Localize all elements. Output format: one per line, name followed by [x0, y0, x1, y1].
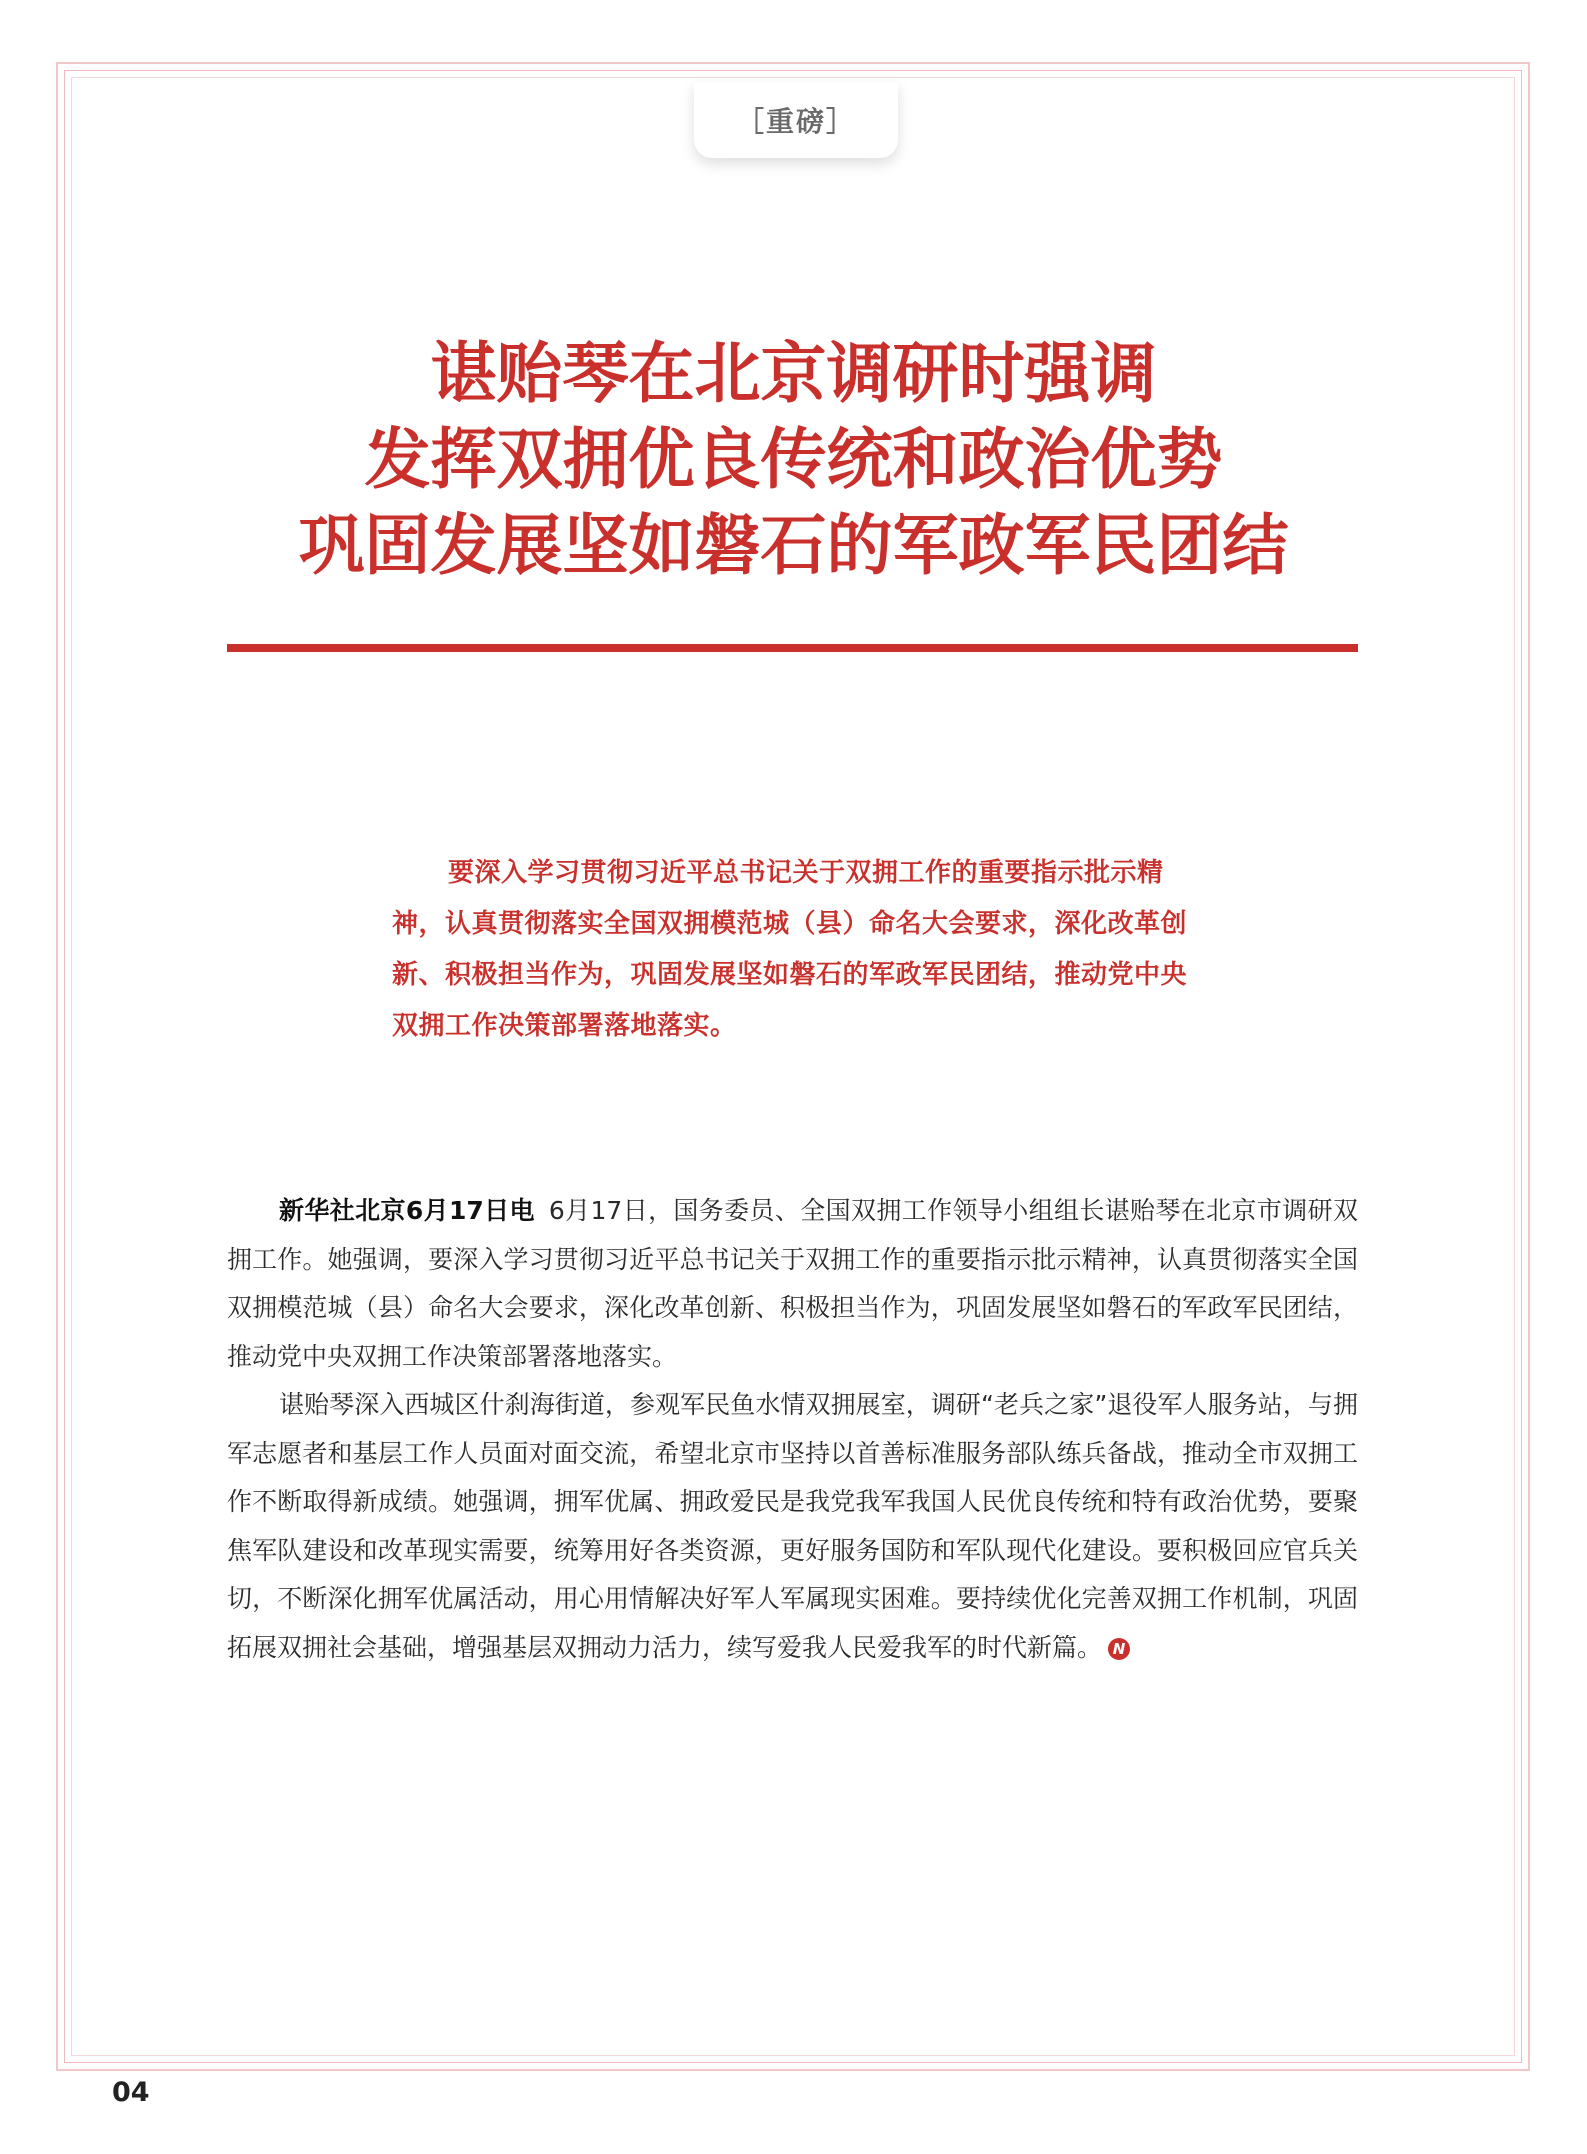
end-mark-icon: N: [1108, 1638, 1130, 1660]
title-line-1: 谌贻琴在北京调研时强调: [430, 334, 1157, 412]
title-line-2: 发挥双拥优良传统和政治优势: [364, 420, 1223, 498]
title-divider: [227, 644, 1358, 652]
dateline: 新华社北京6月17日电: [279, 1196, 535, 1225]
article-body: [227, 1187, 1358, 1672]
article-paragraph-1: [227, 1187, 1358, 1381]
section-tag: ［重磅］: [694, 82, 898, 158]
paragraph-2-text: 谌贻琴深入西城区什刹海街道，参观军民鱼水情双拥展室，调研“老兵之家”退役军人服务站，与拥军志愿者和基层工作人员面对面交流，希望北京市坚持以首善标准服务部队练兵备战，推动全市双拥工作不断取得新成绩。她强调，拥军优属、拥政爱民是我党我军我国人民优良传统和特有政治优势，要聚焦军队建设和改革现实需要，统筹用好各类资源，更好服务国防和军队现代化建设。要积极回应官兵关切，不断深化拥军优属活动，用心用情解决好军人军属现实困难。要持续优化完善双拥工作机制，巩固拓展双拥社会基础，增强基层双拥动力活力，续写爱我人民爱我军的时代新篇。: [227, 1390, 1358, 1662]
lead-summary: 要深入学习贯彻习近平总书记关于双拥工作的重要指示批示精神，认真贯彻落实全国双拥模范城（县）命名大会要求，深化改革创新、积极担当作为，巩固发展坚如磐石的军政军民团结，推动党中央双拥工作决策部署落地落实。: [392, 858, 1188, 1041]
article-paragraph-2: [227, 1381, 1358, 1672]
page-number: 04: [112, 2077, 150, 2108]
paragraph-1-text: 6月17日，国务委员、全国双拥工作领导小组组长谌贻琴在北京市调研双拥工作。她强调，要深入学习贯彻习近平总书记关于双拥工作的重要指示批示精神，认真贯彻落实全国双拥模范城（县）命名大会要求，深化改革创新、积极担当作为，巩固发展坚如磐石的军政军民团结，推动党中央双拥工作决策部署落地落实。: [227, 1196, 1358, 1371]
title-line-3: 巩固发展坚如磐石的军政军民团结: [298, 506, 1289, 584]
article-title: [200, 330, 1387, 588]
